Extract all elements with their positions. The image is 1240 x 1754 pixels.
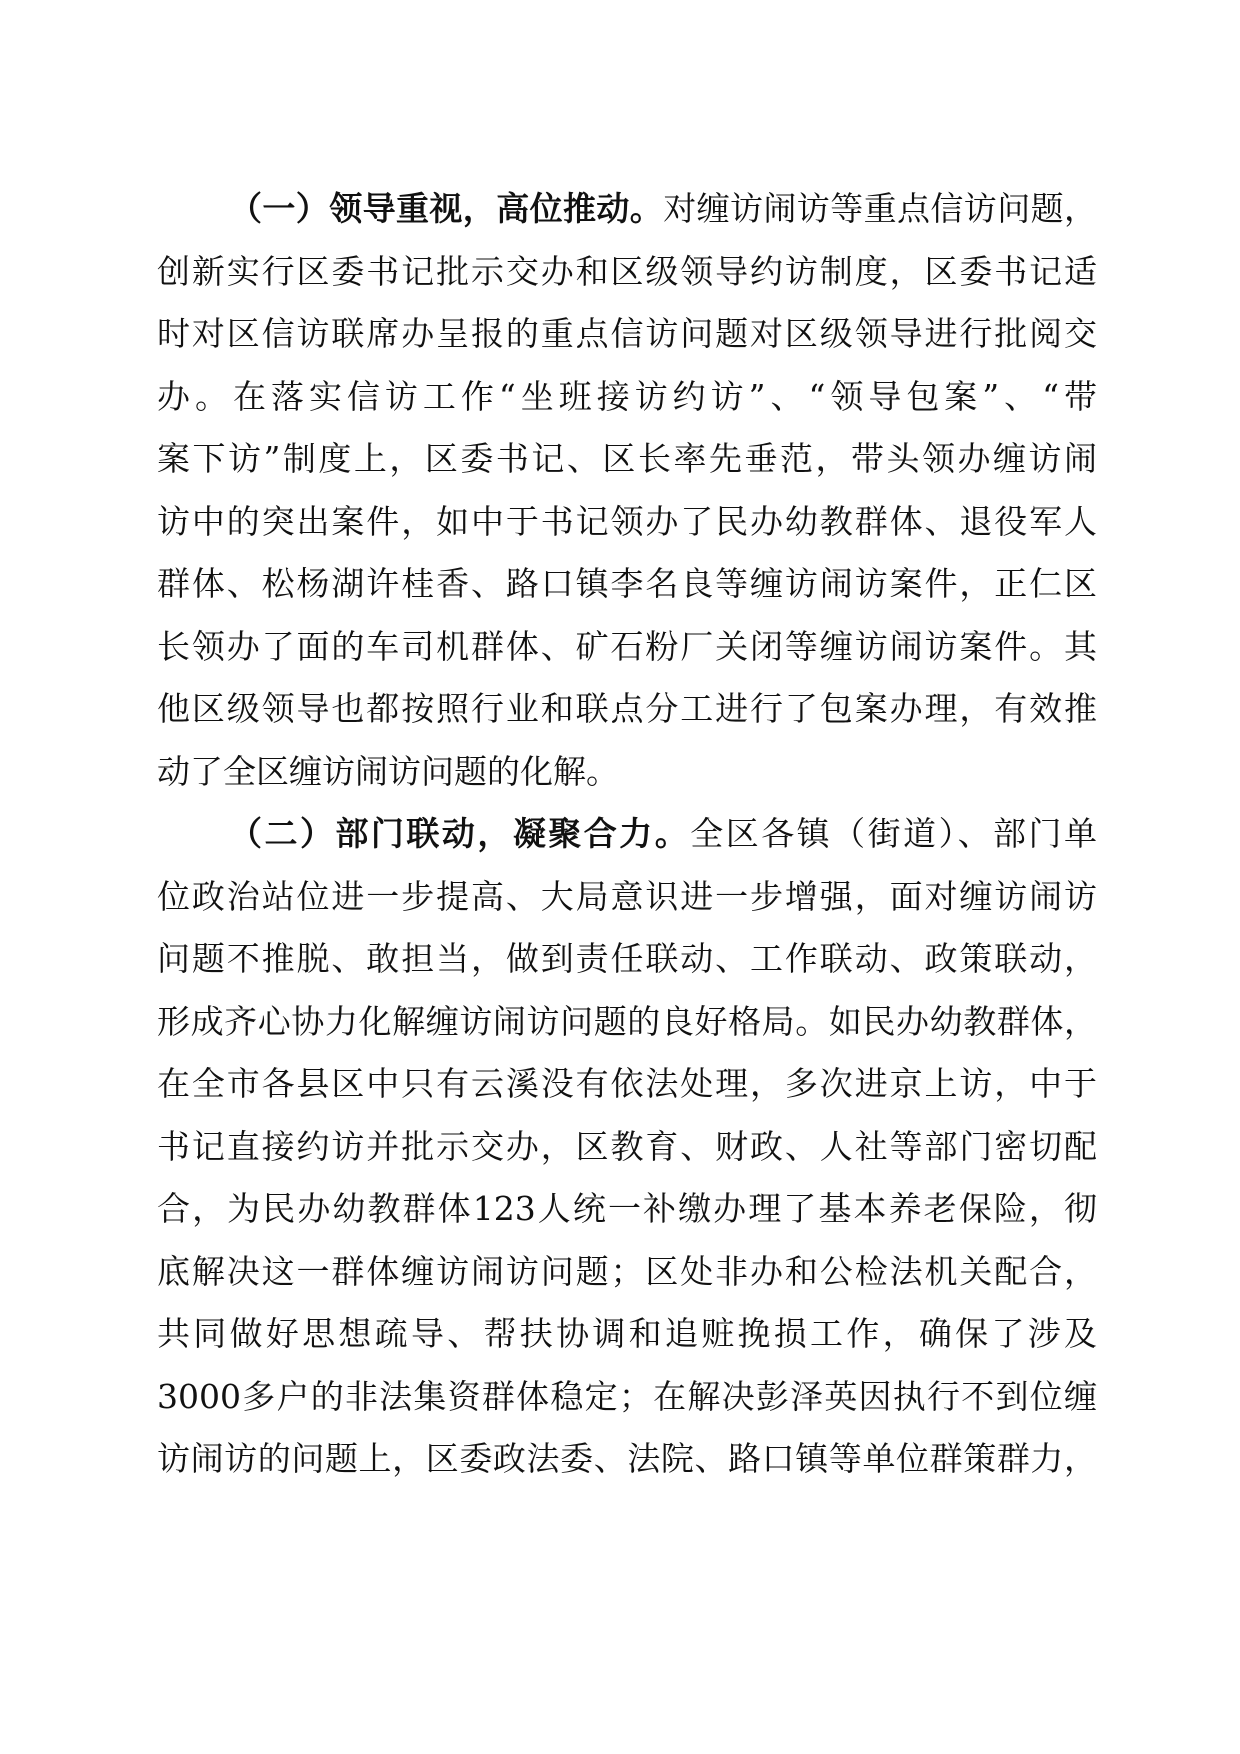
paragraph-2-line: 共同做好思想疏导、帮扶协调和追赃挽损工作，确保了涉及 [157, 1314, 1097, 1353]
paragraph-2-line: 合，为民办幼教群体123人统一补缴办理了基本养老保险，彻 [157, 1189, 1097, 1228]
paragraph-2-line: 位政治站位进一步提高、大局意识进一步增强，面对缠访闹访 [157, 876, 1097, 916]
paragraph-1-line: 群体、松杨湖许桂香、路口镇李名良等缠访闹访案件，正仁区 [157, 564, 1097, 603]
paragraph-2-line: 3000多户的非法集资群体稳定；在解决彭泽英因执行不到位缠 [157, 1376, 1097, 1416]
paragraph-2-line: 问题不推脱、敢担当，做到责任联动、工作联动、政策联动， [157, 939, 1097, 978]
section-1-lead-text: 对缠访闹访等重点信访问题， [663, 189, 1098, 228]
paragraph-1-line: 访中的突出案件，如中于书记领办了民办幼教群体、退役军人 [157, 501, 1097, 541]
document-page [157, 178, 1097, 1491]
paragraph-1-line-1 [157, 178, 1097, 241]
section-1-heading: （一）领导重视，高位推动。 [229, 189, 664, 228]
paragraph-1-line: 时对区信访联席办呈报的重点信访问题对区级领导进行批阅交 [157, 314, 1097, 353]
paragraph-1-line: 案下访”制度上，区委书记、区长率先垂范，带头领办缠访闹 [157, 439, 1097, 478]
paragraph-2-line: 形成齐心协力化解缠访闹访问题的良好格局。如民办幼教群体， [157, 1001, 1097, 1041]
paragraph-1-line: 创新实行区委书记批示交办和区级领导约访制度，区委书记适 [157, 251, 1097, 291]
paragraph-2-line: 在全市各县区中只有云溪没有依法处理，多次进京上访，中于 [157, 1064, 1097, 1103]
paragraph-1-last-line: 动了全区缠访闹访问题的化解。 [157, 751, 619, 791]
paragraph-2-line: 书记直接约访并批示交办，区教育、财政、人社等部门密切配 [157, 1126, 1097, 1166]
section-2-heading: （二）部门联动，凝聚合力。 [229, 814, 691, 853]
paragraph-1-line: 他区级领导也都按照行业和联点分工进行了包案办理，有效推 [157, 689, 1097, 728]
section-2-lead-text: 全区各镇（街道）、部门单 [690, 814, 1098, 853]
paragraph-1-line: 办。在落实信访工作“坐班接访约访”、“领导包案”、“带 [157, 376, 1097, 416]
paragraph-1-line: 长领办了面的车司机群体、矿石粉厂关闭等缠访闹访案件。其 [157, 626, 1097, 666]
paragraph-2-line-1 [157, 803, 1097, 866]
paragraph-2-line: 访闹访的问题上，区委政法委、法院、路口镇等单位群策群力， [157, 1439, 1097, 1478]
paragraph-2-line: 底解决这一群体缠访闹访问题；区处非办和公检法机关配合， [157, 1251, 1097, 1291]
